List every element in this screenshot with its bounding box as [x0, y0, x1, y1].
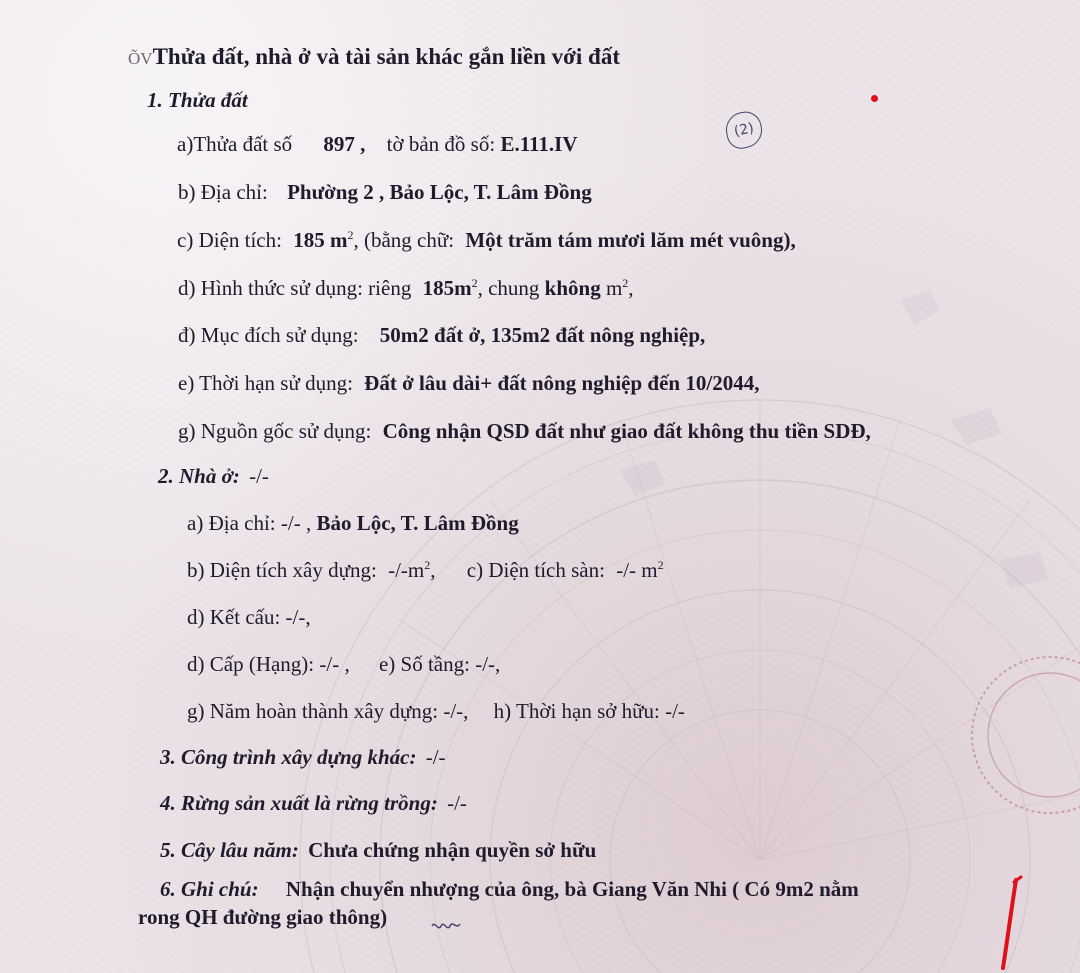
house-area-row — [187, 557, 664, 583]
floor-area-value: -/- m — [616, 558, 658, 582]
house-address-label: a) Địa chỉ: -/- , — [187, 511, 312, 535]
document-heading — [128, 44, 620, 72]
heading-text: Thửa đất, nhà ở và tài sản khác gắn liền với đất — [152, 44, 620, 69]
usage-private-value: 185m — [422, 276, 472, 300]
purpose-label: đ) Mục đích sử dụng: — [178, 323, 359, 347]
section-6-row — [160, 876, 859, 902]
house-address-value: Bảo Lộc, T. Lâm Đồng — [316, 511, 519, 535]
build-area-end: , — [430, 558, 436, 582]
handwritten-circled-number: (2) — [723, 109, 766, 152]
section-5-value: Chưa chứng nhận quyền sở hữu — [308, 838, 597, 862]
section-6-continuation — [138, 904, 387, 930]
floor-area-sup: 2 — [657, 558, 664, 572]
origin-value: Công nhận QSD đất như giao đất không thu tiền SDĐ, — [382, 419, 871, 443]
section-5-title: 5. Cây lâu năm: — [160, 838, 299, 862]
section-6-title: 6. Ghi chú: — [160, 877, 259, 901]
usage-form-row — [178, 275, 634, 301]
term-label: e) Thời hạn sử dụng: — [178, 371, 353, 395]
build-area-value: -/-m — [388, 558, 425, 582]
usage-common-value: không — [544, 276, 601, 300]
build-area-sup: 2 — [424, 558, 431, 572]
grade-label: d) Cấp (Hạng): — [187, 652, 315, 676]
usage-private-sup: 2 — [471, 276, 478, 290]
address-row — [178, 179, 592, 205]
purpose-value: 50m2 đất ở, 135m2 đất nông nghiệp, — [379, 323, 706, 347]
origin-row — [178, 418, 871, 444]
grade-value: -/- , — [319, 652, 350, 676]
completion-value: -/-, — [443, 699, 469, 723]
section-6-value-line1: Nhận chuyển nhượng của ông, bà Giang Văn Nhi ( Có 9m2 nằm — [285, 877, 859, 901]
purpose-row — [178, 322, 705, 348]
red-dot — [871, 95, 878, 102]
section-5-row — [160, 837, 596, 863]
area-sup: 2 — [347, 228, 354, 242]
area-words-value: Một trăm tám mươi lăm mét vuông), — [465, 228, 796, 252]
area-label: c) Diện tích: — [177, 228, 282, 252]
usage-common-unit: m — [605, 276, 623, 300]
ownership-term-value: -/- — [665, 699, 685, 723]
house-address-row — [187, 510, 519, 536]
section-4-value: -/- — [447, 791, 467, 815]
area-words-prefix: , (bằng chữ: — [353, 228, 455, 252]
origin-label: g) Nguồn gốc sử dụng: — [178, 419, 372, 443]
area-value: 185 m — [293, 228, 348, 252]
floor-area-label: c) Diện tích sàn: — [466, 558, 605, 582]
section-2-row — [158, 463, 269, 489]
usage-common-label: , chung — [477, 276, 540, 300]
section-3-row — [160, 744, 446, 770]
usage-common-sup: 2 — [622, 276, 629, 290]
floors-value: -/-, — [475, 652, 501, 676]
section-6-value-line2: rong QH đường giao thông) — [138, 905, 388, 929]
section-2-value: -/- — [249, 464, 269, 488]
section-3-title: 3. Công trình xây dựng khác: — [160, 745, 417, 769]
usage-end: , — [628, 276, 634, 300]
floors-label: e) Số tầng: — [378, 652, 470, 676]
parcel-number: 897 , — [323, 132, 366, 156]
section-1-title: 1. Thửa đất — [147, 88, 248, 112]
address-value: Phường 2 , Bảo Lộc, T. Lâm Đồng — [287, 180, 592, 204]
completion-label: g) Năm hoàn thành xây dựng: — [187, 699, 439, 723]
parcel-label: a)Thửa đất số — [177, 132, 293, 156]
structure-row — [187, 604, 311, 630]
section-3-value: -/- — [425, 745, 446, 769]
ownership-term-label: h) Thời hạn sở hữu: — [493, 699, 660, 723]
structure-value: -/-, — [285, 605, 311, 629]
address-label: b) Địa chỉ: — [178, 180, 268, 204]
section-4-title: 4. Rừng sản xuất là rừng trồng: — [160, 791, 438, 815]
section-2-title: 2. Nhà ở: — [158, 464, 240, 488]
parcel-number-row — [177, 131, 577, 157]
heading-prefix: ÕV — [128, 49, 153, 68]
usage-form-label: d) Hình thức sử dụng: riêng — [178, 276, 412, 300]
section-4-row — [160, 790, 467, 816]
term-row — [178, 370, 759, 396]
grade-row — [187, 651, 500, 677]
structure-label: d) Kết cấu: — [187, 605, 281, 629]
completion-row — [187, 698, 685, 724]
map-sheet-value: E.111.IV — [500, 132, 578, 156]
build-area-label: b) Diện tích xây dựng: — [187, 558, 377, 582]
map-sheet-label: tờ bản đồ số: — [386, 132, 496, 156]
area-row — [177, 227, 796, 253]
term-value: Đất ở lâu dài+ đất nông nghiệp đến 10/2044, — [364, 371, 760, 395]
